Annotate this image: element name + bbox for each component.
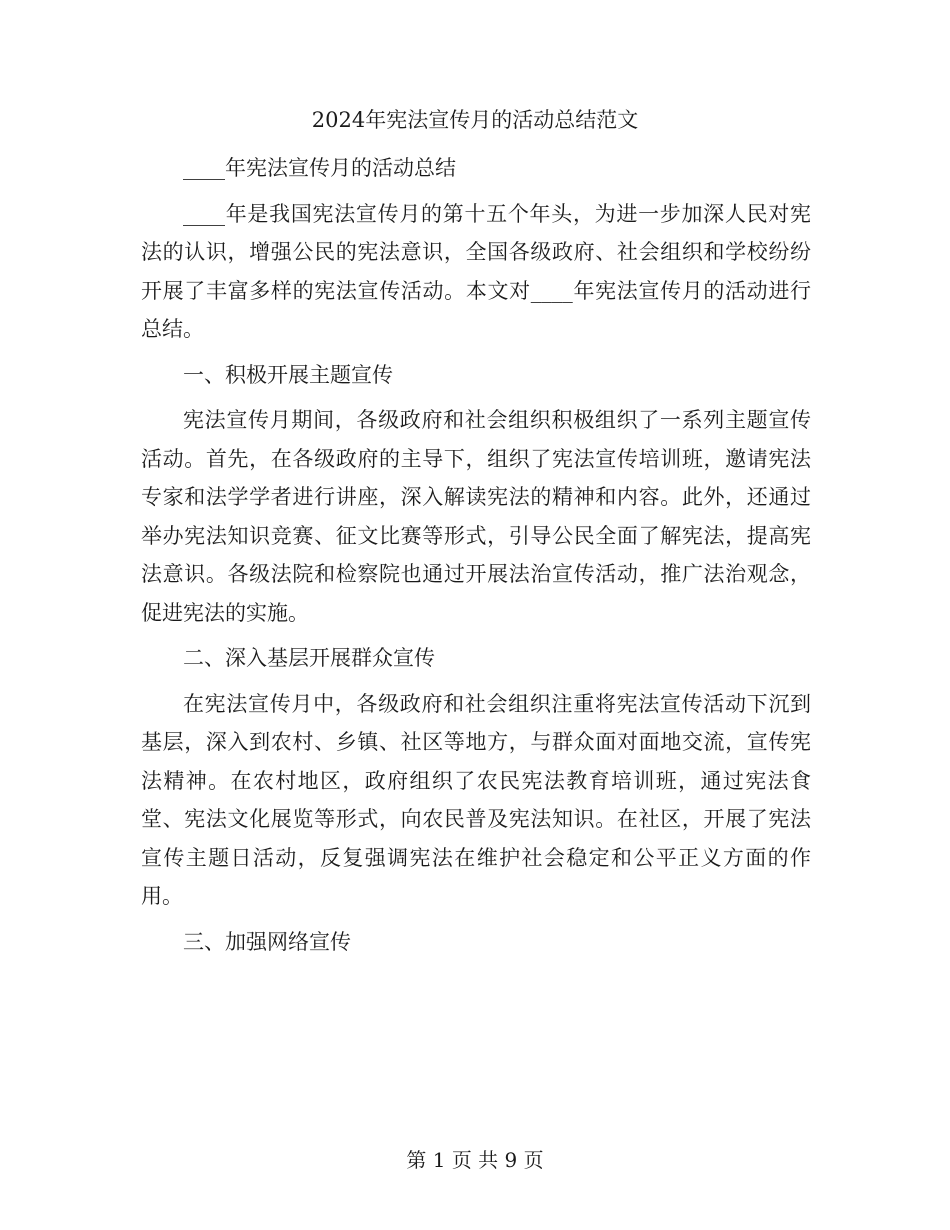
subtitle-paragraph: ____年宪法宣传月的活动总结 (183, 156, 456, 180)
document-body (141, 149, 811, 968)
section-body-1: 宪法宣传月期间，各级政府和社会组织积极组织了一系列主题宣传活动。首先，在各级政府的主导下，组织了宪法宣传培训班，邀请宪法专家和法学学者进行讲座，深入解读宪法的精神和内容。此外，还通过举办宪法知识竞赛、征文比赛等形式，引导公民全面了解宪法，提高宪法意识。各级法院和检察院也通过开展法治宣传活动，推广法治观念，促进宪法的实施。 (141, 408, 811, 625)
document-title: 2024年宪法宣传月的活动总结范文 (311, 108, 639, 132)
section-heading-2: 二、深入基层开展群众宣传 (183, 646, 435, 670)
section-heading-1: 一、积极开展主题宣传 (183, 362, 393, 387)
section-body-2: 在宪法宣传月中，各级政府和社会组织注重将宪法宣传活动下沉到基层，深入到农村、乡镇、社区等地方，与群众面对面地交流，宣传宪法精神。在农村地区，政府组织了农民宪法教育培训班，通过宪法食堂、宪法文化展览等形式，向农民普及宪法知识。在社区，开展了宪法宣传主题日活动，反复强调宪法在维护社会稳定和公平正义方面的作用。 (141, 691, 811, 908)
page-number-footer: 第 1 页 共 9 页 (406, 1148, 544, 1172)
section-heading-3: 三、加强网络宣传 (183, 929, 351, 954)
intro-paragraph: ____年是我国宪法宣传月的第十五个年头，为进一步加深人民对宪法的认识，增强公民的宪法意识，全国各级政府、社会组织和学校纷纷开展了丰富多样的宪法宣传活动。本文对____年宪法宣传月的活动进行总结。 (141, 201, 811, 341)
